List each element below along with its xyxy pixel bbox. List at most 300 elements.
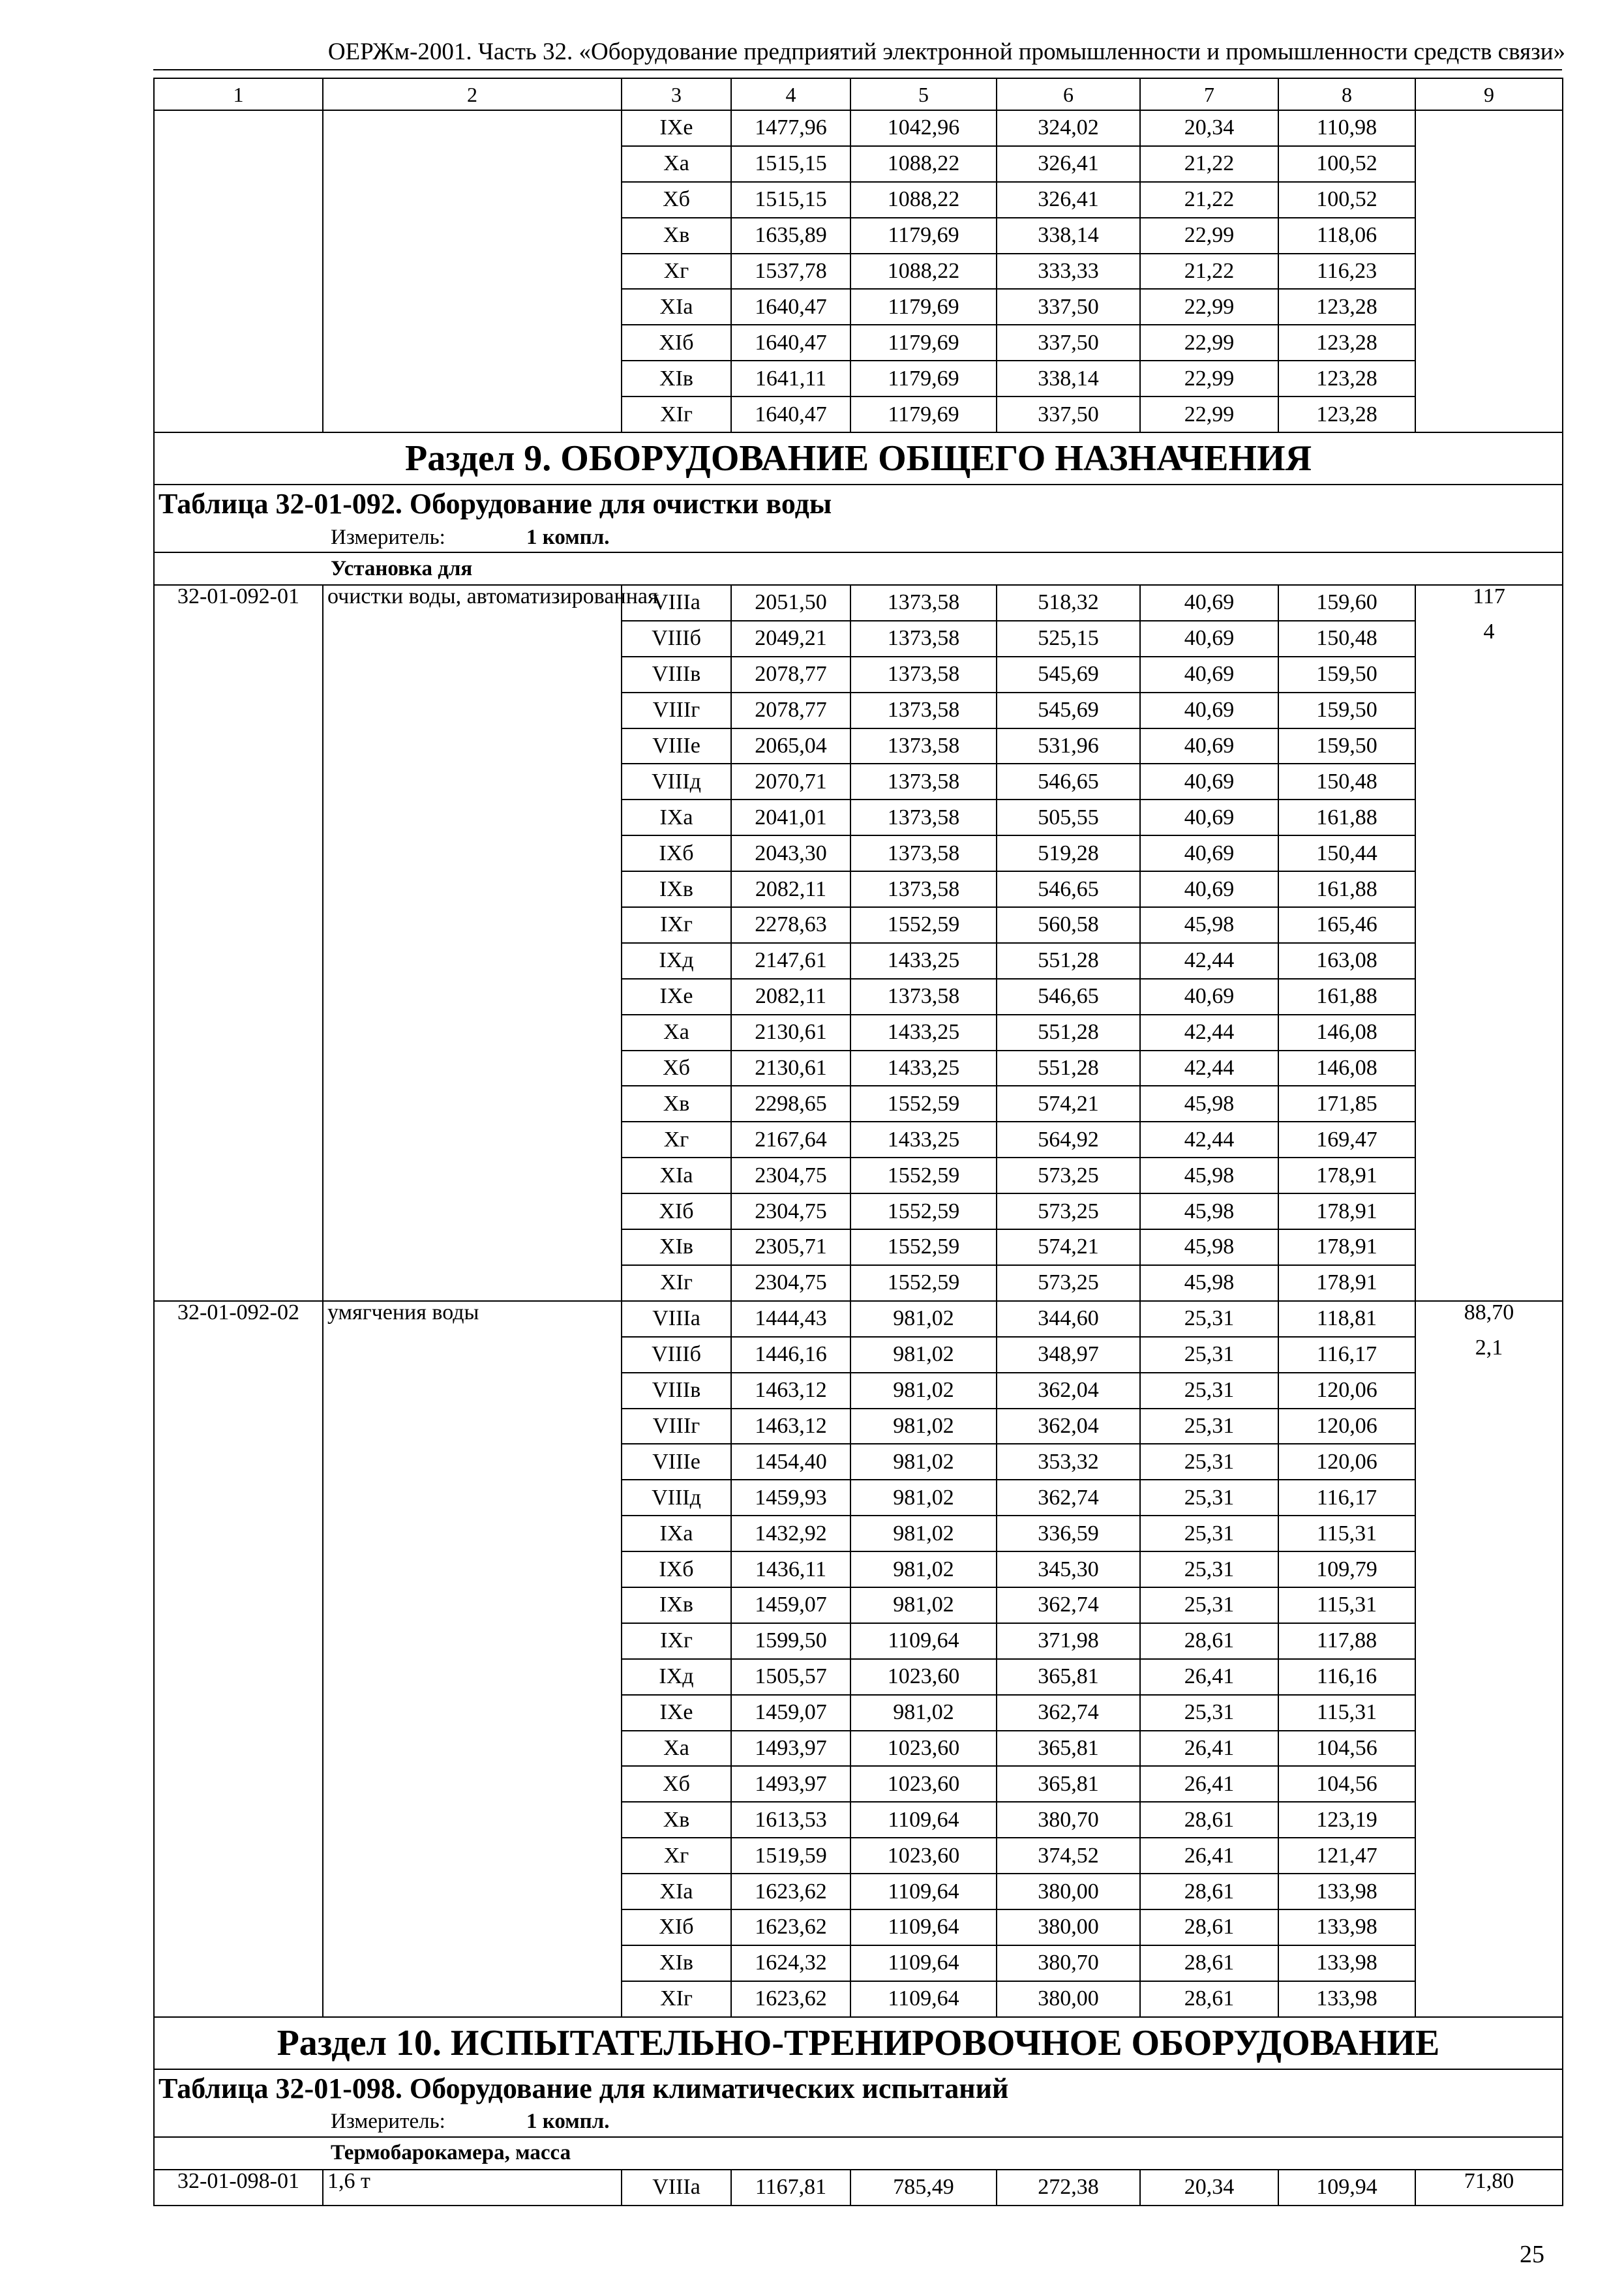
data-cell: XIа <box>622 289 731 325</box>
item-code <box>154 1480 323 1516</box>
item-code <box>154 1587 323 1623</box>
col9-value <box>1415 871 1563 907</box>
data-cell: 365,81 <box>997 1766 1140 1802</box>
data-cell: XIв <box>622 1945 731 1981</box>
data-cell: 1640,47 <box>731 289 850 325</box>
data-cell: 2130,61 <box>731 1015 850 1051</box>
data-cell: 1459,07 <box>731 1587 850 1623</box>
data-cell: 2049,21 <box>731 621 850 657</box>
data-cell: 564,92 <box>997 1122 1140 1158</box>
data-cell: 26,41 <box>1140 1766 1278 1802</box>
table-row <box>154 1838 1563 1874</box>
data-cell: 161,88 <box>1278 800 1415 835</box>
data-cell: 2041,01 <box>731 800 850 835</box>
item-code <box>154 361 323 396</box>
data-cell: 26,41 <box>1140 1659 1278 1695</box>
item-name <box>323 728 622 764</box>
data-cell: 21,22 <box>1140 182 1278 218</box>
item-code <box>154 1015 323 1051</box>
data-cell: 1042,96 <box>850 110 997 146</box>
data-cell: 42,44 <box>1140 1015 1278 1051</box>
subheading-cell <box>154 2137 1563 2170</box>
data-cell: 344,60 <box>997 1301 1140 1337</box>
column-number: 9 <box>1415 78 1563 110</box>
data-cell: 28,61 <box>1140 1802 1278 1838</box>
data-cell: 161,88 <box>1278 871 1415 907</box>
data-cell: VIIIв <box>622 1373 731 1409</box>
table-row <box>154 907 1563 943</box>
item-name <box>323 871 622 907</box>
data-cell: 551,28 <box>997 1015 1140 1051</box>
section-title-row <box>154 2017 1563 2069</box>
table-row <box>154 1766 1563 1802</box>
item-name <box>323 361 622 396</box>
data-cell: 380,00 <box>997 1874 1140 1909</box>
item-code <box>154 289 323 325</box>
item-name <box>323 1086 622 1122</box>
table-row <box>154 1981 1563 2017</box>
col9-value <box>1415 835 1563 871</box>
column-number: 7 <box>1140 78 1278 110</box>
item-name <box>323 657 622 693</box>
data-cell: 1599,50 <box>731 1623 850 1659</box>
item-name <box>323 289 622 325</box>
data-cell: 100,52 <box>1278 182 1415 218</box>
data-cell: 22,99 <box>1140 289 1278 325</box>
data-cell: 159,50 <box>1278 728 1415 764</box>
data-cell: 1109,64 <box>850 1981 997 2017</box>
data-cell: 40,69 <box>1140 979 1278 1015</box>
table-row <box>154 657 1563 693</box>
item-name <box>323 218 622 254</box>
data-cell: 981,02 <box>850 1444 997 1480</box>
data-cell: 1623,62 <box>731 1909 850 1945</box>
data-cell: IXа <box>622 800 731 835</box>
data-cell: IXд <box>622 943 731 979</box>
col9-value <box>1415 1015 1563 1051</box>
item-code <box>154 110 323 146</box>
item-name <box>323 693 622 728</box>
data-cell: 546,65 <box>997 979 1140 1015</box>
data-cell: 1493,97 <box>731 1766 850 1802</box>
table-row <box>154 835 1563 871</box>
data-cell: VIIIб <box>622 621 731 657</box>
item-code <box>154 693 323 728</box>
data-cell: 146,08 <box>1278 1015 1415 1051</box>
data-cell: 118,06 <box>1278 218 1415 254</box>
col9-value <box>1415 943 1563 979</box>
col9-value <box>1415 1945 1563 1981</box>
data-cell: 133,98 <box>1278 1981 1415 2017</box>
data-cell: 1373,58 <box>850 800 997 835</box>
data-cell: VIIIе <box>622 728 731 764</box>
table-row <box>154 1229 1563 1265</box>
col9-value <box>1415 728 1563 764</box>
data-cell: IXе <box>622 979 731 1015</box>
item-code <box>154 1623 323 1659</box>
item-name <box>323 325 622 361</box>
data-cell: 1373,58 <box>850 979 997 1015</box>
item-code <box>154 146 323 182</box>
table-row <box>154 764 1563 800</box>
data-cell: 324,02 <box>997 110 1140 146</box>
item-name <box>323 1838 622 1874</box>
data-cell: 545,69 <box>997 693 1140 728</box>
item-name <box>323 1337 622 1373</box>
measure-label: Измеритель: <box>331 525 445 549</box>
data-cell: 362,04 <box>997 1373 1140 1409</box>
data-cell: 1023,60 <box>850 1659 997 1695</box>
col9-value <box>1415 1373 1563 1409</box>
data-cell: Xа <box>622 1731 731 1767</box>
data-cell: 171,85 <box>1278 1086 1415 1122</box>
col9-value <box>1415 1587 1563 1623</box>
data-cell: 159,50 <box>1278 693 1415 728</box>
data-cell: 22,99 <box>1140 396 1278 432</box>
table-row <box>154 361 1563 396</box>
data-cell: 25,31 <box>1140 1301 1278 1337</box>
data-cell: 159,60 <box>1278 585 1415 621</box>
table-row <box>154 1909 1563 1945</box>
data-cell: 2278,63 <box>731 907 850 943</box>
data-cell: 133,98 <box>1278 1909 1415 1945</box>
item-name <box>323 1051 622 1086</box>
data-cell: Xа <box>622 146 731 182</box>
item-name <box>323 621 622 657</box>
item-code <box>154 1909 323 1945</box>
data-cell: 178,91 <box>1278 1229 1415 1265</box>
item-name <box>323 1229 622 1265</box>
column-number: 8 <box>1278 78 1415 110</box>
data-cell: 380,70 <box>997 1945 1140 1981</box>
item-name <box>323 1874 622 1909</box>
table-row <box>154 1051 1563 1086</box>
data-cell: 40,69 <box>1140 693 1278 728</box>
item-name <box>323 396 622 432</box>
data-cell: 40,69 <box>1140 871 1278 907</box>
item-name <box>323 1659 622 1695</box>
data-cell: Xг <box>622 1122 731 1158</box>
data-cell: VIIIа <box>622 2170 731 2206</box>
measure-row <box>154 2108 1563 2137</box>
data-cell: XIв <box>622 1229 731 1265</box>
data-cell: 380,00 <box>997 1909 1140 1945</box>
data-cell: 1446,16 <box>731 1337 850 1373</box>
data-cell: 981,02 <box>850 1695 997 1731</box>
data-cell: 345,30 <box>997 1551 1140 1587</box>
data-cell: 981,02 <box>850 1551 997 1587</box>
data-cell: 28,61 <box>1140 1945 1278 1981</box>
data-cell: 333,33 <box>997 254 1140 290</box>
data-cell: Xг <box>622 1838 731 1874</box>
item-name <box>323 110 622 146</box>
item-name <box>323 1444 622 1480</box>
data-cell: 110,98 <box>1278 110 1415 146</box>
item-code <box>154 835 323 871</box>
data-cell: 109,94 <box>1278 2170 1415 2206</box>
data-cell: 981,02 <box>850 1373 997 1409</box>
col9-value <box>1415 800 1563 835</box>
table-row <box>154 1265 1563 1301</box>
item-name <box>323 1623 622 1659</box>
item-code <box>154 657 323 693</box>
data-cell: 531,96 <box>997 728 1140 764</box>
data-cell: 374,52 <box>997 1838 1140 1874</box>
data-cell: 1640,47 <box>731 396 850 432</box>
data-cell: 2305,71 <box>731 1229 850 1265</box>
table-title: Таблица 32-01-098. Оборудование для климатических испытаний <box>154 2069 1563 2108</box>
data-cell: 28,61 <box>1140 1981 1278 2017</box>
item-code <box>154 907 323 943</box>
data-cell: 362,74 <box>997 1587 1140 1623</box>
table-title: Таблица 32-01-092. Оборудование для очистки воды <box>154 485 1563 523</box>
page-header: ОЕРЖм-2001. Часть 32. «Оборудование предприятий электронной промышленности и промышленности средств связи» <box>327 38 1565 65</box>
data-cell: VIIIг <box>622 1409 731 1444</box>
table-row <box>154 1409 1563 1444</box>
data-cell: 21,22 <box>1140 146 1278 182</box>
item-name: умягчения воды <box>323 1301 622 1337</box>
item-code: 32-01-092-01 <box>154 585 323 621</box>
data-cell: 22,99 <box>1140 218 1278 254</box>
data-cell: 785,49 <box>850 2170 997 2206</box>
data-cell: 40,69 <box>1140 728 1278 764</box>
data-cell: 1505,57 <box>731 1659 850 1695</box>
data-cell: 1373,58 <box>850 693 997 728</box>
data-cell: 26,41 <box>1140 1838 1278 1874</box>
data-cell: XIг <box>622 396 731 432</box>
data-cell: 40,69 <box>1140 764 1278 800</box>
table-row <box>154 621 1563 657</box>
table-row <box>154 1480 1563 1516</box>
data-cell: 123,28 <box>1278 361 1415 396</box>
measure-cell <box>154 523 1563 552</box>
data-cell: 1519,59 <box>731 1838 850 1874</box>
item-code <box>154 728 323 764</box>
table-row <box>154 182 1563 218</box>
table-row <box>154 1516 1563 1551</box>
data-cell: 573,25 <box>997 1265 1140 1301</box>
data-cell: 1433,25 <box>850 1122 997 1158</box>
data-cell: 123,28 <box>1278 289 1415 325</box>
data-cell: 28,61 <box>1140 1623 1278 1659</box>
data-cell: 150,44 <box>1278 835 1415 871</box>
data-cell: 348,97 <box>997 1337 1140 1373</box>
table-row <box>154 1015 1563 1051</box>
data-cell: Xб <box>622 1766 731 1802</box>
item-name <box>323 1193 622 1229</box>
data-cell: 25,31 <box>1140 1409 1278 1444</box>
item-code <box>154 1659 323 1695</box>
col9-value <box>1415 110 1563 146</box>
data-cell: 1373,58 <box>850 871 997 907</box>
item-code <box>154 1766 323 1802</box>
col9-value <box>1415 657 1563 693</box>
data-cell: 2167,64 <box>731 1122 850 1158</box>
col9-value: 117 <box>1415 585 1563 621</box>
data-cell: 1109,64 <box>850 1909 997 1945</box>
item-code <box>154 1731 323 1767</box>
data-cell: 178,91 <box>1278 1158 1415 1193</box>
data-cell: 1640,47 <box>731 325 850 361</box>
data-cell: 115,31 <box>1278 1516 1415 1551</box>
table-row <box>154 1731 1563 1767</box>
data-cell: 25,31 <box>1140 1587 1278 1623</box>
data-cell: IXе <box>622 110 731 146</box>
data-cell: 42,44 <box>1140 943 1278 979</box>
col9-value <box>1415 1409 1563 1444</box>
data-cell: 1624,32 <box>731 1945 850 1981</box>
item-code <box>154 1981 323 2017</box>
table-row <box>154 218 1563 254</box>
col9-value <box>1415 1838 1563 1874</box>
table-row <box>154 693 1563 728</box>
item-code <box>154 1551 323 1587</box>
measure-value: 1 компл. <box>526 2110 610 2134</box>
item-name <box>323 1122 622 1158</box>
data-cell: 2147,61 <box>731 943 850 979</box>
item-name <box>323 907 622 943</box>
data-cell: 518,32 <box>997 585 1140 621</box>
data-cell: 573,25 <box>997 1158 1140 1193</box>
data-cell: 362,04 <box>997 1409 1140 1444</box>
data-cell: 40,69 <box>1140 585 1278 621</box>
data-cell: 338,14 <box>997 218 1140 254</box>
data-cell: 574,21 <box>997 1086 1140 1122</box>
table-row <box>154 1193 1563 1229</box>
column-number: 3 <box>622 78 731 110</box>
item-code: 32-01-098-01 <box>154 2170 323 2206</box>
item-name <box>323 1587 622 1623</box>
data-cell: 1613,53 <box>731 1802 850 1838</box>
item-code <box>154 1122 323 1158</box>
table-row <box>154 1373 1563 1409</box>
data-cell: 1179,69 <box>850 218 997 254</box>
table-row <box>154 396 1563 432</box>
table-row <box>154 1587 1563 1623</box>
data-cell: IXа <box>622 1516 731 1551</box>
section-title: Раздел 10. ИСПЫТАТЕЛЬНО-ТРЕНИРОВОЧНОЕ ОБОРУДОВАНИЕ <box>154 2017 1563 2069</box>
data-cell: 40,69 <box>1140 800 1278 835</box>
col9-value <box>1415 1659 1563 1695</box>
data-cell: 45,98 <box>1140 1158 1278 1193</box>
data-cell: 337,50 <box>997 289 1140 325</box>
section-title-row <box>154 432 1563 485</box>
col9-value <box>1415 1086 1563 1122</box>
data-cell: 371,98 <box>997 1623 1140 1659</box>
data-cell: 1515,15 <box>731 146 850 182</box>
data-cell: 546,65 <box>997 871 1140 907</box>
page-number: 25 <box>1520 2241 1544 2268</box>
table-title-row <box>154 485 1563 523</box>
data-cell: 1552,59 <box>850 907 997 943</box>
data-cell: 1109,64 <box>850 1623 997 1659</box>
data-cell: 178,91 <box>1278 1193 1415 1229</box>
item-name <box>323 764 622 800</box>
data-cell: 1459,07 <box>731 1695 850 1731</box>
table-row <box>154 585 1563 621</box>
item-code <box>154 218 323 254</box>
data-cell: 1432,92 <box>731 1516 850 1551</box>
data-cell: 1623,62 <box>731 1981 850 2017</box>
data-cell: 25,31 <box>1140 1444 1278 1480</box>
data-cell: Xб <box>622 182 731 218</box>
data-cell: 1179,69 <box>850 396 997 432</box>
data-cell: 380,00 <box>997 1981 1140 2017</box>
data-cell: 45,98 <box>1140 907 1278 943</box>
data-cell: 21,22 <box>1140 254 1278 290</box>
data-cell: 165,46 <box>1278 907 1415 943</box>
item-code <box>154 800 323 835</box>
item-code <box>154 1265 323 1301</box>
data-cell: 163,08 <box>1278 943 1415 979</box>
data-cell: 45,98 <box>1140 1265 1278 1301</box>
data-cell: Xб <box>622 1051 731 1086</box>
col9-value <box>1415 693 1563 728</box>
col9-value: 2,1 <box>1415 1337 1563 1373</box>
data-cell: 1179,69 <box>850 289 997 325</box>
item-name <box>323 1695 622 1731</box>
data-cell: XIб <box>622 1193 731 1229</box>
data-cell: 20,34 <box>1140 110 1278 146</box>
data-cell: 1552,59 <box>850 1229 997 1265</box>
data-cell: VIIIе <box>622 1444 731 1480</box>
table-row <box>154 1945 1563 1981</box>
data-cell: 25,31 <box>1140 1551 1278 1587</box>
data-cell: 981,02 <box>850 1587 997 1623</box>
item-name <box>323 1909 622 1945</box>
data-cell: Xг <box>622 254 731 290</box>
item-name <box>323 254 622 290</box>
data-cell: 272,38 <box>997 2170 1140 2206</box>
data-cell: 2298,65 <box>731 1086 850 1122</box>
col9-value <box>1415 1444 1563 1480</box>
data-cell: XIг <box>622 1981 731 2017</box>
data-cell: 1463,12 <box>731 1373 850 1409</box>
column-number: 5 <box>850 78 997 110</box>
data-cell: VIIIд <box>622 764 731 800</box>
measure-value: 1 компл. <box>526 525 610 549</box>
item-name <box>323 1981 622 2017</box>
table-row <box>154 1802 1563 1838</box>
data-cell: 104,56 <box>1278 1731 1415 1767</box>
data-cell: 120,06 <box>1278 1409 1415 1444</box>
item-name <box>323 1373 622 1409</box>
data-cell: 1444,43 <box>731 1301 850 1337</box>
col9-value <box>1415 254 1563 290</box>
data-cell: 1433,25 <box>850 1051 997 1086</box>
col9-value <box>1415 1158 1563 1193</box>
data-cell: 981,02 <box>850 1480 997 1516</box>
data-cell: 525,15 <box>997 621 1140 657</box>
item-name <box>323 979 622 1015</box>
table-row <box>154 146 1563 182</box>
section-title: Раздел 9. ОБОРУДОВАНИЕ ОБЩЕГО НАЗНАЧЕНИЯ <box>154 432 1563 485</box>
table-title-row <box>154 2069 1563 2108</box>
data-cell: 981,02 <box>850 1516 997 1551</box>
data-cell: 25,31 <box>1140 1516 1278 1551</box>
item-code <box>154 1409 323 1444</box>
col9-value <box>1415 218 1563 254</box>
data-cell: 25,31 <box>1140 1695 1278 1731</box>
data-cell: 2078,77 <box>731 693 850 728</box>
item-code <box>154 1373 323 1409</box>
data-cell: VIIIб <box>622 1337 731 1373</box>
table-row <box>154 1158 1563 1193</box>
data-cell: VIIIв <box>622 657 731 693</box>
data-cell: 22,99 <box>1140 325 1278 361</box>
header-rule <box>153 69 1562 70</box>
data-cell: 1088,22 <box>850 182 997 218</box>
